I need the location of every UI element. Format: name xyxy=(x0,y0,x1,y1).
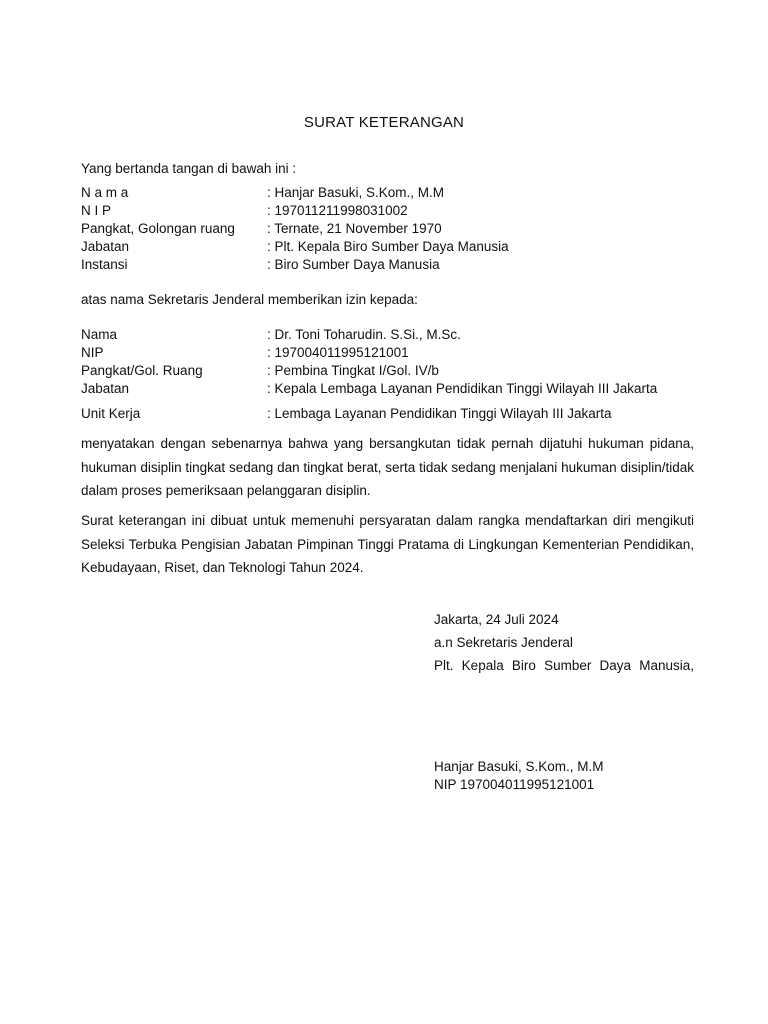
field-value: : Dr. Toni Toharudin. S.Si., M.Sc. xyxy=(267,327,461,342)
statement-paragraph: menyatakan dengan sebenarnya bahwa yang bersangkutan tidak pernah dijatuhi hukuman pidana, hukuman disiplin tingkat sedang dan tingkat berat, serta tidak sedang menjalani hukuman disiplin/tidak dalam proses pemeriksaan pelanggaran disiplin. xyxy=(81,436,694,498)
signature-footer xyxy=(434,758,694,794)
field-label: Nama xyxy=(81,327,118,342)
field-value: : 197011211998031002 xyxy=(267,203,408,218)
authorization-line: atas nama Sekretaris Jenderal memberikan izin kepada: xyxy=(81,292,418,307)
document-title: SURAT KETERANGAN xyxy=(303,114,465,131)
field-value: : Hanjar Basuki, S.Kom., M.M xyxy=(267,185,445,200)
field-label: Instansi xyxy=(81,257,128,272)
purpose-paragraph: Surat keterangan ini dibuat untuk memenuhi persyaratan dalam rangka mendaftarkan diri mengikuti Seleksi Terbuka Pengisian Jabatan Pimpinan Tinggi Pratama di Lingkungan Kementerian Pendidikan, Kebudayaan, Riset, dan Teknologi Tahun 2024. xyxy=(81,513,694,575)
authorization-text xyxy=(81,291,694,309)
recipient-row-position xyxy=(81,380,694,398)
recipient-row-nip xyxy=(81,344,694,362)
field-value: : Kepala Lembaga Layanan Pendidikan Tinggi Wilayah III Jakarta xyxy=(267,381,658,396)
field-label: N I P xyxy=(81,203,112,218)
field-label: Jabatan xyxy=(81,239,130,254)
field-value: : Lembaga Layanan Pendidikan Tinggi Wilayah III Jakarta xyxy=(267,406,612,421)
place-date: Jakarta, 24 Juli 2024 xyxy=(434,612,559,627)
recipient-details xyxy=(81,326,694,398)
field-value: : Biro Sumber Daya Manusia xyxy=(267,257,440,272)
signer-nip: NIP 197004011995121001 xyxy=(434,777,595,792)
field-label: Jabatan xyxy=(81,381,130,396)
signer-row-position xyxy=(81,238,694,256)
signer-row-agency xyxy=(81,256,694,274)
intro-text xyxy=(81,160,694,178)
on-behalf-line: a.n Sekretaris Jenderal xyxy=(434,635,573,650)
field-label: Pangkat, Golongan ruang xyxy=(81,221,235,236)
signer-row-name xyxy=(81,184,694,202)
field-value: : Pembina Tingkat I/Gol. IV/b xyxy=(267,363,439,378)
field-label: Unit Kerja xyxy=(81,406,141,421)
signature-header xyxy=(434,608,694,677)
unit-details xyxy=(81,405,694,423)
field-value: : 197004011995121001 xyxy=(267,345,409,360)
intro-line: Yang bertanda tangan di bawah ini : xyxy=(81,161,297,176)
field-value: : Ternate, 21 November 1970 xyxy=(267,221,442,236)
signer-row-nip xyxy=(81,202,694,220)
recipient-row-name xyxy=(81,326,694,344)
signer-name: Hanjar Basuki, S.Kom., M.M xyxy=(434,759,604,774)
signer-row-rank xyxy=(81,220,694,238)
field-label: NIP xyxy=(81,345,104,360)
recipient-row-rank xyxy=(81,362,694,380)
field-value: : Plt. Kepala Biro Sumber Daya Manusia xyxy=(267,239,509,254)
field-label: N a m a xyxy=(81,185,129,200)
signer-details xyxy=(81,184,694,274)
field-label: Pangkat/Gol. Ruang xyxy=(81,363,203,378)
recipient-row-unit xyxy=(81,405,694,423)
signer-position: Plt. Kepala Biro Sumber Daya Manusia, xyxy=(434,658,694,673)
